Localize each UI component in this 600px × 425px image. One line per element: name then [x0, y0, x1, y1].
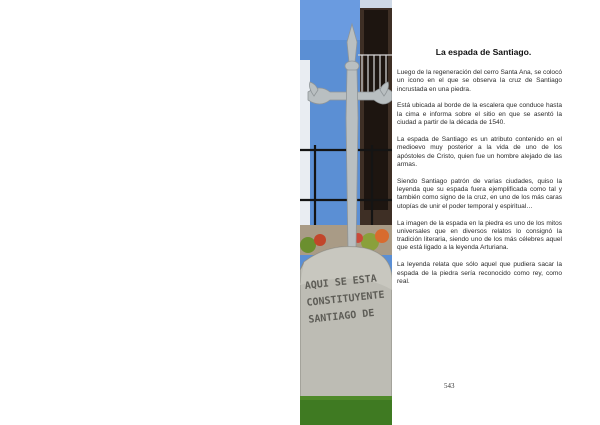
paragraph: La espada de Santiago es un atributo contenido en el medioevo muy posterior a la vida de uno de los apóstoles de Cristo, quien fue un hombre alejado de las armas.	[397, 135, 562, 168]
monument-photo	[300, 0, 392, 425]
paragraph: Luego de la regeneración del cerro Santa Ana, se colocó un icono en el que se observa la cruz de Santiago incrustada en una piedra.	[397, 69, 562, 93]
paragraph: Siendo Santiago patrón de varias ciudades, quiso la leyenda que su espada fuera ejemplificada como tal y también como signo de la cruz, en uno de los más caras utopías de unir el poder temporal y espiritual…	[397, 177, 562, 210]
inscription-line: SANTIAGO DE	[307, 307, 375, 326]
article-text	[397, 47, 562, 295]
stone-inscription	[304, 269, 392, 329]
paragraph: La imagen de la espada en la piedra es uno de los mitos universales que en diversos relatos lo consignó la tradición literaria, siendo uno de los más célebres aquel que está ligado a la leyenda Arturiana.	[397, 219, 562, 252]
page-number: 543	[444, 382, 455, 390]
inscription-line: CONSTITUYENTE	[306, 289, 386, 309]
inscription-line: AQUI SE ESTA	[304, 273, 378, 292]
page-title: La espada de Santiago.	[435, 47, 532, 57]
paragraph: Está ubicada al borde de la escalera que conduce hasta la cima e informa sobre el sitio en que se asentó la ciudad a partir de la década de 1540.	[397, 102, 562, 127]
paragraph: La leyenda relata que sólo aquel que pudiera sacar la espada de la piedra sería reconocido como rey, como real.	[397, 261, 562, 285]
monument-illustration	[300, 0, 392, 425]
